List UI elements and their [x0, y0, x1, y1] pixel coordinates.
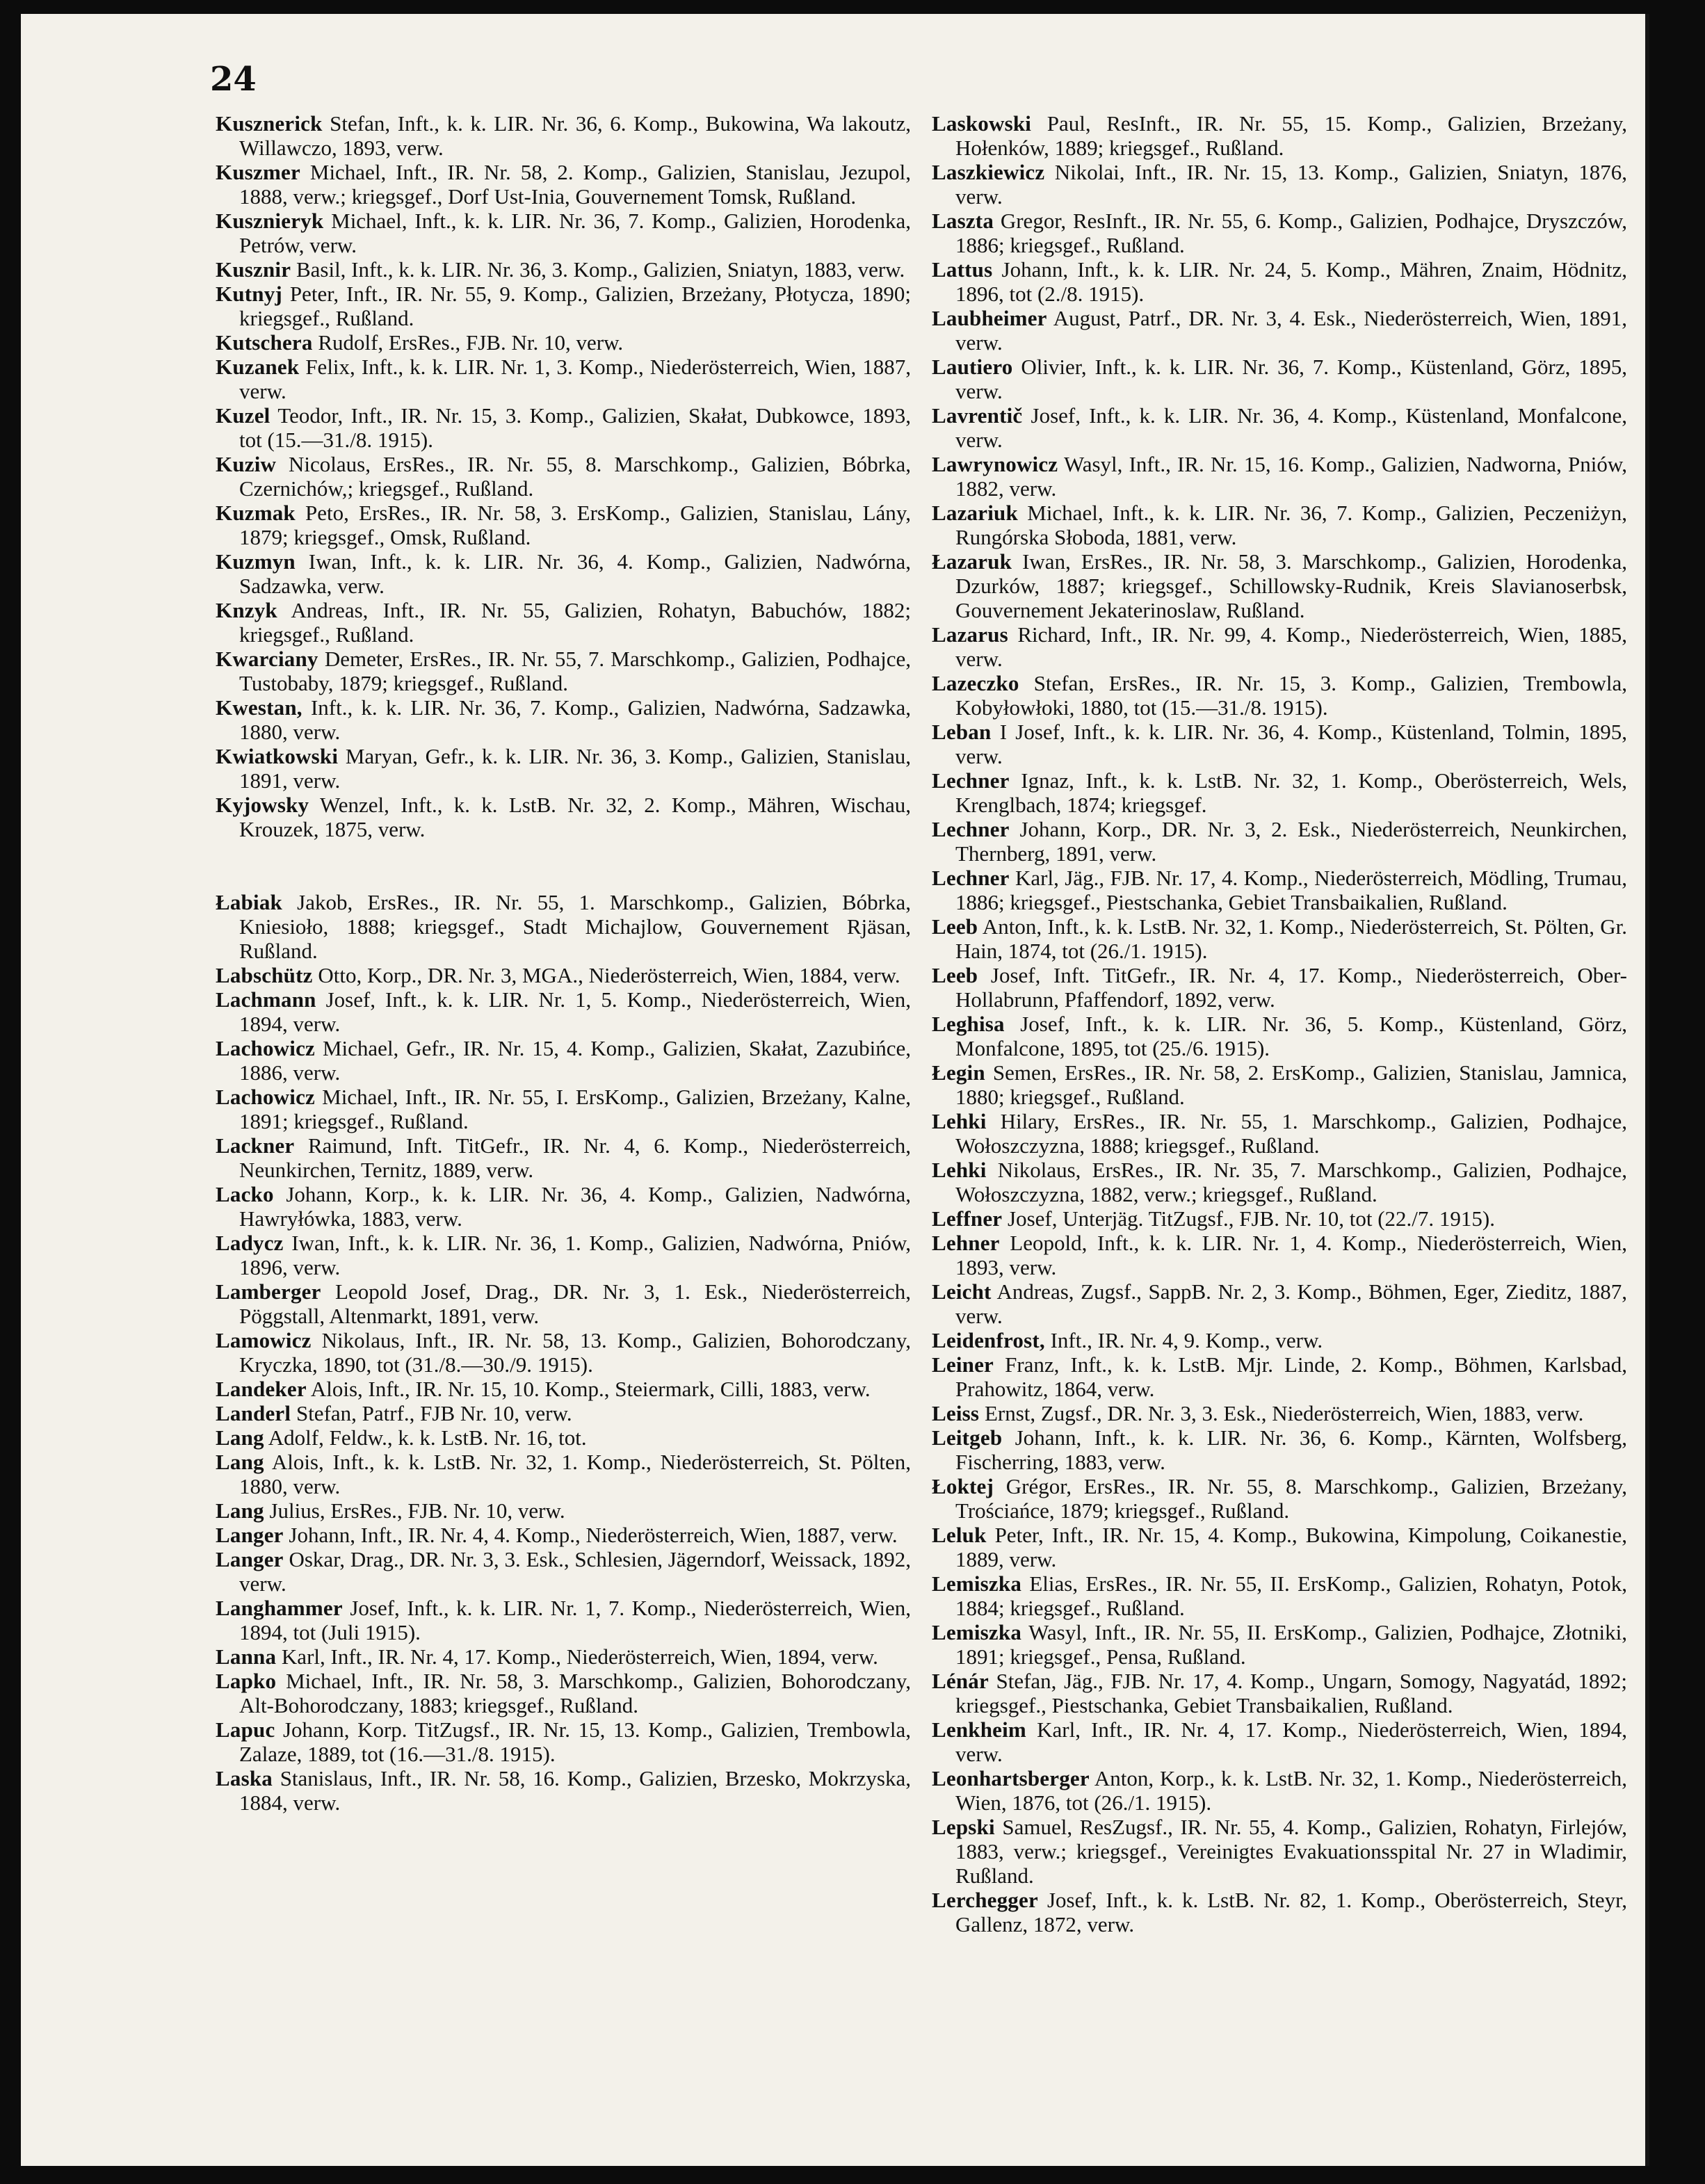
entry-surname: Laska: [216, 1766, 273, 1790]
list-entry: [932, 1523, 1627, 1571]
list-entry: [932, 1888, 1627, 1936]
list-entry: [216, 1450, 911, 1498]
entry-surname: Lepski: [932, 1815, 995, 1839]
entry-surname: Kwarciany: [216, 647, 318, 671]
entry-surname: Kuziw: [216, 452, 277, 476]
entry-details: Wasyl, Inft., IR. Nr. 15, 16. Komp., Galizien, Nadworna, Pniów, 1882, verw.: [955, 452, 1627, 501]
entry-surname: Lerchegger: [932, 1888, 1038, 1912]
left-column: [216, 111, 911, 1815]
list-entry: [216, 209, 911, 257]
entry-details: Andreas, Zugsf., SappB. Nr. 2, 3. Komp., Böhmen, Eger, Zieditz, 1887, verw.: [955, 1279, 1627, 1328]
list-entry: [216, 1644, 911, 1669]
entry-details: Raimund, Inft. TitGefr., IR. Nr. 4, 6. Komp., Niederösterreich, Neunkirchen, Ternitz, 1889, verw.: [239, 1133, 911, 1182]
entry-details: Michael, Inft., IR. Nr. 55, I. ErsKomp., Galizien, Brzeżany, Kalne, 1891; kriegsgef., Rußland.: [239, 1085, 911, 1133]
list-entry: [932, 1060, 1627, 1109]
list-entry: [932, 1158, 1627, 1206]
list-entry: [932, 452, 1627, 501]
entry-details: Johann, Inft., k. k. LIR. Nr. 36, 6. Komp., Kärnten, Wolfsberg, Fischerring, 1883, verw.: [955, 1425, 1628, 1474]
list-entry: [216, 1279, 911, 1328]
entry-surname: Leidenfrost,: [932, 1328, 1045, 1352]
entry-surname: Leghisa: [932, 1012, 1005, 1036]
entry-details: Josef, Inft., k. k. LIR. Nr. 1, 5. Komp., Niederösterreich, Wien, 1894, verw.: [239, 987, 912, 1036]
entry-details: Leopold, Inft., k. k. LIR. Nr. 1, 4. Komp., Niederösterreich, Wien, 1893, verw.: [955, 1231, 1627, 1279]
entry-surname: Łazaruk: [932, 549, 1012, 574]
list-entry: [932, 257, 1627, 306]
list-entry: [216, 1182, 911, 1231]
entry-surname: Lenkheim: [932, 1717, 1026, 1742]
list-entry: [932, 817, 1627, 866]
list-entry: [216, 1401, 911, 1425]
entry-surname: Langhammer: [216, 1596, 343, 1620]
list-entry: [216, 647, 911, 695]
list-entry: [216, 111, 911, 160]
entry-surname: Lamowicz: [216, 1328, 312, 1352]
entry-details: Jakob, ErsRes., IR. Nr. 55, 1. Marschkomp., Galizien, Bóbrka, Kniesioło, 1888; kriegsgef., Stadt Michajlow, Gouvernement Rjäsan, Rußland.: [239, 890, 911, 963]
entry-details: Adolf, Feldw., k. k. LstB. Nr. 16, tot.: [268, 1425, 587, 1450]
entry-surname: Lamberger: [216, 1279, 321, 1304]
entry-details: Leopold Josef, Drag., DR. Nr. 3, 1. Esk., Niederösterreich, Pöggstall, Altenmarkt, 1891, verw.: [239, 1279, 912, 1328]
list-entry: [932, 209, 1627, 257]
page-edge-rule: [1645, 14, 1649, 2166]
entry-surname: Labschütz: [216, 963, 313, 987]
entry-surname: Leicht: [932, 1279, 992, 1304]
list-entry: [932, 111, 1627, 160]
entry-surname: Lackner: [216, 1133, 295, 1158]
entry-details: Johann, Korp., DR. Nr. 3, 2. Esk., Niederösterreich, Neunkirchen, Thernberg, 1891, verw.: [955, 817, 1627, 866]
entry-details: Josef, Inft., k. k. LIR. Nr. 36, 5. Komp., Küstenland, Görz, Monfalcone, 1895, tot (25./6. 1915).: [955, 1012, 1627, 1060]
entry-details: Otto, Korp., DR. Nr. 3, MGA., Niederösterreich, Wien, 1884, verw.: [318, 963, 900, 987]
list-entry: [216, 452, 911, 501]
list-entry: [216, 1085, 911, 1133]
page-number: 24: [210, 60, 257, 99]
entry-details: Franz, Inft., k. k. LstB. Mjr. Linde, 2. Komp., Böhmen, Karlsbad, Prahowitz, 1864, verw.: [955, 1352, 1628, 1401]
entry-details: Alois, Inft., IR. Nr. 15, 10. Komp., Steiermark, Cilli, 1883, verw.: [310, 1377, 871, 1401]
entry-details: Peter, Inft., IR. Nr. 15, 4. Komp., Bukowina, Kimpolung, Coikanestie, 1889, verw.: [955, 1523, 1628, 1571]
entry-surname: Leffner: [932, 1206, 1003, 1231]
list-entry: [216, 695, 911, 744]
entry-details: Johann, Korp., k. k. LIR. Nr. 36, 4. Komp., Galizien, Nadwórna, Hawryłówka, 1883, verw.: [239, 1182, 912, 1231]
list-entry: [216, 257, 911, 282]
list-entry: [216, 793, 911, 841]
list-entry: [216, 1547, 911, 1596]
entry-details: Ignaz, Inft., k. k. LstB. Nr. 32, 1. Komp., Oberösterreich, Wels, Krenglbach, 1874; kriegsgef.: [955, 768, 1628, 817]
entry-details: Nikolaus, Inft., IR. Nr. 58, 13. Komp., Galizien, Bohorodczany, Kryczka, 1890, tot (31./8.—30./9. 1915).: [239, 1328, 912, 1377]
entry-surname: Kwiatkowski: [216, 744, 339, 768]
entry-details: Teodor, Inft., IR. Nr. 15, 3. Komp., Galizien, Skałat, Dubkowce, 1893, tot (15.—31./8. 1915).: [239, 403, 911, 452]
list-entry: [216, 1133, 911, 1182]
list-entry: [932, 1012, 1627, 1060]
entry-surname: Lapuc: [216, 1717, 275, 1742]
list-entry: [932, 355, 1627, 403]
entry-details: Peter, Inft., IR. Nr. 55, 9. Komp., Galizien, Brzeżany, Płotycza, 1890; kriegsgef., Rußland.: [239, 282, 911, 330]
entry-details: Alois, Inft., k. k. LstB. Nr. 32, 1. Komp., Niederösterreich, St. Pölten, 1880, verw.: [239, 1450, 911, 1498]
entry-surname: Lang: [216, 1425, 264, 1450]
entry-surname: Lehner: [932, 1231, 1000, 1255]
entry-surname: Lang: [216, 1498, 264, 1523]
entry-details: Richard, Inft., IR. Nr. 99, 4. Komp., Niederösterreich, Wien, 1885, verw.: [955, 622, 1628, 671]
entry-details: Andreas, Inft., IR. Nr. 55, Galizien, Rohatyn, Babuchów, 1882; kriegsgef., Rußland.: [239, 598, 911, 647]
entry-surname: Knzyk: [216, 598, 277, 622]
entry-surname: Lazarus: [932, 622, 1008, 647]
list-entry: [216, 1377, 911, 1401]
entry-surname: Laskowski: [932, 111, 1032, 136]
entry-details: Hilary, ErsRes., IR. Nr. 55, 1. Marschkomp., Galizien, Podhajce, Wołoszczyzna, 1888; kriegsgef., Rußland.: [955, 1109, 1627, 1158]
entry-surname: Lemiszka: [932, 1571, 1022, 1596]
entry-details: Samuel, ResZugsf., IR. Nr. 55, 4. Komp., Galizien, Rohatyn, Firlejów, 1883, verw.; kriegsgef., Vereinigtes Evakuationsspital Nr. 27 in Wladimir, Rußland.: [955, 1815, 1627, 1888]
entry-surname: Lehki: [932, 1109, 987, 1133]
entry-surname: Kutschera: [216, 330, 313, 355]
entry-surname: Kusznieryk: [216, 209, 324, 233]
list-entry: [216, 987, 911, 1036]
entry-details: Michael, Inft., k. k. LIR. Nr. 36, 7. Komp., Galizien, Horodenka, Petrów, verw.: [239, 209, 912, 257]
section-gap: [216, 841, 911, 890]
entry-details: Basil, Inft., k. k. LIR. Nr. 36, 3. Komp., Galizien, Sniatyn, 1883, verw.: [296, 257, 905, 282]
entry-surname: Łegin: [932, 1060, 985, 1085]
entry-details: Inft., IR. Nr. 4, 9. Komp., verw.: [1050, 1328, 1323, 1352]
list-entry: [932, 1425, 1627, 1474]
entry-surname: Leeb: [932, 914, 978, 939]
list-entry: [932, 1571, 1627, 1620]
list-entry: [932, 963, 1627, 1012]
list-entry: [216, 1669, 911, 1717]
list-entry: [216, 1425, 911, 1450]
entry-details: Gregor, ResInft., IR. Nr. 55, 6. Komp., Galizien, Podhajce, Dryszczów, 1886; kriegsgef., Rußland.: [955, 209, 1628, 257]
entry-details: Michael, Gefr., IR. Nr. 15, 4. Komp., Galizien, Skałat, Zazubińce, 1886, verw.: [239, 1036, 911, 1085]
entry-details: Ernst, Zugsf., DR. Nr. 3, 3. Esk., Niederösterreich, Wien, 1883, verw.: [984, 1401, 1584, 1425]
entry-details: Josef, Inft., k. k. LIR. Nr. 36, 4. Komp., Küstenland, Monfalcone, verw.: [955, 403, 1627, 452]
list-entry: [932, 671, 1627, 720]
entry-surname: Lang: [216, 1450, 264, 1474]
list-entry: [216, 1523, 911, 1547]
entry-surname: Ladycz: [216, 1231, 284, 1255]
entry-surname: Lawrynowicz: [932, 452, 1058, 476]
list-entry: [216, 1766, 911, 1815]
entry-surname: Kusznir: [216, 257, 291, 282]
list-entry: [932, 622, 1627, 671]
entry-surname: Lacko: [216, 1182, 274, 1206]
list-entry: [932, 866, 1627, 914]
entry-details: Iwan, ErsRes., IR. Nr. 58, 3. Marschkomp., Galizien, Horodenka, Dzurków, 1887; kriegsgef., Schillowsky-Rudnik, Kreis Slavianoserbsk, Gouvernement Jekaterinoslaw, Rußland.: [955, 549, 1628, 622]
entry-details: Maryan, Gefr., k. k. LIR. Nr. 36, 3. Komp., Galizien, Stanislau, 1891, verw.: [239, 744, 912, 793]
entry-details: Anton, Inft., k. k. LstB. Nr. 32, 1. Komp., Niederösterreich, St. Pölten, Gr. Hain, 1874, tot (26./1. 1915).: [955, 914, 1627, 963]
entry-details: Stefan, ErsRes., IR. Nr. 15, 3. Komp., Galizien, Trembowla, Kobyłowłoki, 1880, tot (15.—31./8. 1915).: [955, 671, 1628, 720]
entry-surname: Kuzanek: [216, 355, 300, 379]
entry-details: Anton, Korp., k. k. LstB. Nr. 32, 1. Komp., Niederösterreich, Wien, 1876, tot (26./1. 1915).: [955, 1766, 1627, 1815]
entry-details: Josef, Inft. TitGefr., IR. Nr. 4, 17. Komp., Niederösterreich, Ober-Hollabrunn, Pfaffendorf, 1892, verw.: [955, 963, 1627, 1012]
entry-surname: Lemiszka: [932, 1620, 1022, 1644]
list-entry: [216, 330, 911, 355]
list-entry: [216, 1328, 911, 1377]
right-column: [932, 111, 1627, 1936]
entry-surname: Kutnyj: [216, 282, 282, 306]
entry-details: Josef, Inft., k. k. LstB. Nr. 82, 1. Komp., Oberösterreich, Steyr, Gallenz, 1872, verw.: [955, 1888, 1628, 1936]
entry-details: Johann, Inft., k. k. LIR. Nr. 24, 5. Komp., Mähren, Znaim, Hödnitz, 1896, tot (2./8. 1915).: [955, 257, 1628, 306]
list-entry: [932, 1669, 1627, 1717]
list-entry: [216, 282, 911, 330]
entry-details: I Josef, Inft., k. k. LIR. Nr. 36, 4. Komp., Küstenland, Tolmin, 1895, verw.: [955, 720, 1627, 768]
entry-details: Josef, Inft., k. k. LIR. Nr. 1, 7. Komp., Niederösterreich, Wien, 1894, tot (Juli 1915).: [239, 1596, 911, 1644]
list-entry: [932, 1766, 1627, 1815]
entry-surname: Leitgeb: [932, 1425, 1003, 1450]
entry-details: Inft., k. k. LIR. Nr. 36, 7. Komp., Galizien, Nadwórna, Sadzawka, 1880, verw.: [239, 695, 911, 744]
entry-surname: Kuzmyn: [216, 549, 296, 574]
entry-details: Johann, Korp. TitZugsf., IR. Nr. 15, 13. Komp., Galizien, Trembowla, Zalaze, 1889, tot (16.—31./8. 1915).: [239, 1717, 911, 1766]
list-entry: [932, 1401, 1627, 1425]
entry-details: Michael, Inft., k. k. LIR. Nr. 36, 7. Komp., Galizien, Peczeniżyn, Rungórska Słoboda, 1881, verw.: [955, 501, 1627, 549]
entry-details: Karl, Jäg., FJB. Nr. 17, 4. Komp., Niederösterreich, Mödling, Trumau, 1886; kriegsgef., Piestschanka, Gebiet Transbaikalien, Rußland.: [955, 866, 1627, 914]
entry-surname: Lénár: [932, 1669, 989, 1693]
list-entry: [216, 1231, 911, 1279]
list-entry: [932, 1352, 1627, 1401]
entry-surname: Lachmann: [216, 987, 316, 1012]
entry-details: Rudolf, ErsRes., FJB. Nr. 10, verw.: [318, 330, 624, 355]
entry-details: Wenzel, Inft., k. k. LstB. Nr. 32, 2. Komp., Mähren, Wischau, Krouzek, 1875, verw.: [239, 793, 911, 841]
entry-details: Stefan, Inft., k. k. LIR. Nr. 36, 6. Komp., Bukowina, Wa lakoutz, Willawczo, 1893, verw.: [239, 111, 912, 160]
entry-surname: Leiss: [932, 1401, 980, 1425]
entry-details: Wasyl, Inft., IR. Nr. 55, II. ErsKomp., Galizien, Podhajce, Złotniki, 1891; kriegsgef., Pensa, Rußland.: [955, 1620, 1627, 1669]
entry-details: Karl, Inft., IR. Nr. 4, 17. Komp., Niederösterreich, Wien, 1894, verw.: [955, 1717, 1628, 1766]
list-entry: [932, 1815, 1627, 1888]
entry-surname: Lautiero: [932, 355, 1013, 379]
entry-surname: Łoktej: [932, 1474, 994, 1498]
entry-details: Semen, ErsRes., IR. Nr. 58, 2. ErsKomp., Galizien, Stanislau, Jamnica, 1880; kriegsgef., Rußland.: [955, 1060, 1627, 1109]
entry-details: Peto, ErsRes., IR. Nr. 58, 3. ErsKomp., Galizien, Stanislau, Lány, 1879; kriegsgef., Omsk, Rußland.: [239, 501, 912, 549]
list-entry: [216, 355, 911, 403]
list-entry: [932, 914, 1627, 963]
entry-details: Iwan, Inft., k. k. LIR. Nr. 36, 4. Komp., Galizien, Nadwórna, Sadzawka, verw.: [239, 549, 911, 598]
entry-surname: Kuzmak: [216, 501, 296, 525]
list-entry: [932, 768, 1627, 817]
entry-details: Olivier, Inft., k. k. LIR. Nr. 36, 7. Komp., Küstenland, Görz, 1895, verw.: [955, 355, 1627, 403]
entry-surname: Lechner: [932, 768, 1010, 793]
list-entry: [932, 501, 1627, 549]
entry-surname: Landeker: [216, 1377, 307, 1401]
list-entry: [932, 1231, 1627, 1279]
entry-surname: Lattus: [932, 257, 993, 282]
entry-surname: Lachowicz: [216, 1085, 315, 1109]
entry-surname: Kusznerick: [216, 111, 323, 136]
entry-surname: Leluk: [932, 1523, 987, 1547]
entry-surname: Lazariuk: [932, 501, 1018, 525]
entry-details: Felix, Inft., k. k. LIR. Nr. 1, 3. Komp., Niederösterreich, Wien, 1887, verw.: [239, 355, 912, 403]
entry-details: Nikolai, Inft., IR. Nr. 15, 13. Komp., Galizien, Sniatyn, 1876, verw.: [955, 160, 1627, 209]
list-entry: [932, 1620, 1627, 1669]
list-entry: [932, 1206, 1627, 1231]
entry-surname: Lehki: [932, 1158, 987, 1182]
entry-surname: Laszkiewicz: [932, 160, 1045, 184]
entry-surname: Łabiak: [216, 890, 282, 914]
list-entry: [216, 549, 911, 598]
entry-surname: Lavrentič: [932, 403, 1023, 428]
entry-details: Nikolaus, ErsRes., IR. Nr. 35, 7. Marschkomp., Galizien, Podhajce, Wołoszczyzna, 1882, verw.; kriegsgef., Rußland.: [955, 1158, 1628, 1206]
entry-details: Paul, ResInft., IR. Nr. 55, 15. Komp., Galizien, Brzeżany, Hołenków, 1889; kriegsgef., Rußland.: [955, 111, 1627, 160]
list-entry: [216, 403, 911, 452]
entry-details: Stanislaus, Inft., IR. Nr. 58, 16. Komp., Galizien, Brzesko, Mokrzyska, 1884, verw.: [239, 1766, 911, 1815]
list-entry: [932, 306, 1627, 355]
entry-details: Johann, Inft., IR. Nr. 4, 4. Komp., Niederösterreich, Wien, 1887, verw.: [289, 1523, 898, 1547]
list-entry: [216, 1498, 911, 1523]
entry-details: Karl, Inft., IR. Nr. 4, 17. Komp., Niederösterreich, Wien, 1894, verw.: [281, 1644, 878, 1669]
entry-details: Nicolaus, ErsRes., IR. Nr. 55, 8. Marschkomp., Galizien, Bóbrka, Czernichów,; kriegsgef., Rußland.: [239, 452, 911, 501]
list-entry: [932, 1328, 1627, 1352]
list-entry: [216, 501, 911, 549]
entry-details: Grégor, ErsRes., IR. Nr. 55, 8. Marschkomp., Galizien, Brzeżany, Trościańce, 1879; kriegsgef., Rußland.: [955, 1474, 1627, 1523]
entry-details: Iwan, Inft., k. k. LIR. Nr. 36, 1. Komp., Galizien, Nadwórna, Pniów, 1896, verw.: [239, 1231, 911, 1279]
entry-surname: Lazeczko: [932, 671, 1019, 695]
entry-details: Stefan, Patrf., FJB Nr. 10, verw.: [296, 1401, 572, 1425]
entry-details: Oskar, Drag., DR. Nr. 3, 3. Esk., Schlesien, Jägerndorf, Weissack, 1892, verw.: [239, 1547, 912, 1596]
list-entry: [932, 1109, 1627, 1158]
entry-details: Elias, ErsRes., IR. Nr. 55, II. ErsKomp., Galizien, Rohatyn, Potok, 1884; kriegsgef., Rußland.: [955, 1571, 1627, 1620]
entry-details: Michael, Inft., IR. Nr. 58, 2. Komp., Galizien, Stanislau, Jezupol, 1888, verw.; kriegsgef., Dorf Ust-Inia, Gouvernement Tomsk, Rußland.: [239, 160, 912, 209]
entry-surname: Kuszmer: [216, 160, 300, 184]
list-entry: [932, 160, 1627, 209]
entry-surname: Lechner: [932, 817, 1010, 841]
entry-surname: Landerl: [216, 1401, 291, 1425]
entry-details: Josef, Unterjäg. TitZugsf., FJB. Nr. 10, tot (22./7. 1915).: [1008, 1206, 1495, 1231]
list-entry: [216, 890, 911, 963]
entry-surname: Langer: [216, 1523, 284, 1547]
entry-surname: Lechner: [932, 866, 1010, 890]
document-page: [21, 14, 1648, 2166]
entry-details: Demeter, ErsRes., IR. Nr. 55, 7. Marschkomp., Galizien, Podhajce, Tustobaby, 1879; kriegsgef., Rußland.: [239, 647, 911, 695]
entry-surname: Leiner: [932, 1352, 994, 1377]
entry-surname: Kuzel: [216, 403, 270, 428]
list-entry: [932, 1474, 1627, 1523]
entry-details: August, Patrf., DR. Nr. 3, 4. Esk., Niederösterreich, Wien, 1891, verw.: [955, 306, 1627, 355]
list-entry: [216, 1717, 911, 1766]
list-entry: [216, 744, 911, 793]
list-entry: [216, 160, 911, 209]
entry-surname: Laszta: [932, 209, 994, 233]
entry-surname: Leban: [932, 720, 992, 744]
list-entry: [216, 598, 911, 647]
list-entry: [932, 549, 1627, 622]
list-entry: [932, 1279, 1627, 1328]
entry-details: Michael, Inft., IR. Nr. 58, 3. Marschkomp., Galizien, Bohorodczany, Alt-Bohorodczany, 1883; kriegsgef., Rußland.: [239, 1669, 911, 1717]
list-entry: [932, 403, 1627, 452]
list-entry: [932, 720, 1627, 768]
entry-surname: Lachowicz: [216, 1036, 315, 1060]
entry-surname: Leonhartsberger: [932, 1766, 1090, 1790]
entry-details: Stefan, Jäg., FJB. Nr. 17, 4. Komp., Ungarn, Somogy, Nagyatád, 1892; kriegsgef., Piestschanka, Gebiet Transbaikalien, Rußland.: [955, 1669, 1628, 1717]
entry-surname: Lapko: [216, 1669, 277, 1693]
entry-surname: Leeb: [932, 963, 978, 987]
entry-details: Julius, ErsRes., FJB. Nr. 10, verw.: [269, 1498, 565, 1523]
entry-surname: Langer: [216, 1547, 284, 1571]
list-entry: [216, 1596, 911, 1644]
list-entry: [932, 1717, 1627, 1766]
entry-surname: Kyjowsky: [216, 793, 309, 817]
entry-surname: Laubheimer: [932, 306, 1047, 330]
entry-surname: Kwestan,: [216, 695, 302, 720]
list-entry: [216, 963, 911, 987]
entry-surname: Lanna: [216, 1644, 277, 1669]
list-entry: [216, 1036, 911, 1085]
